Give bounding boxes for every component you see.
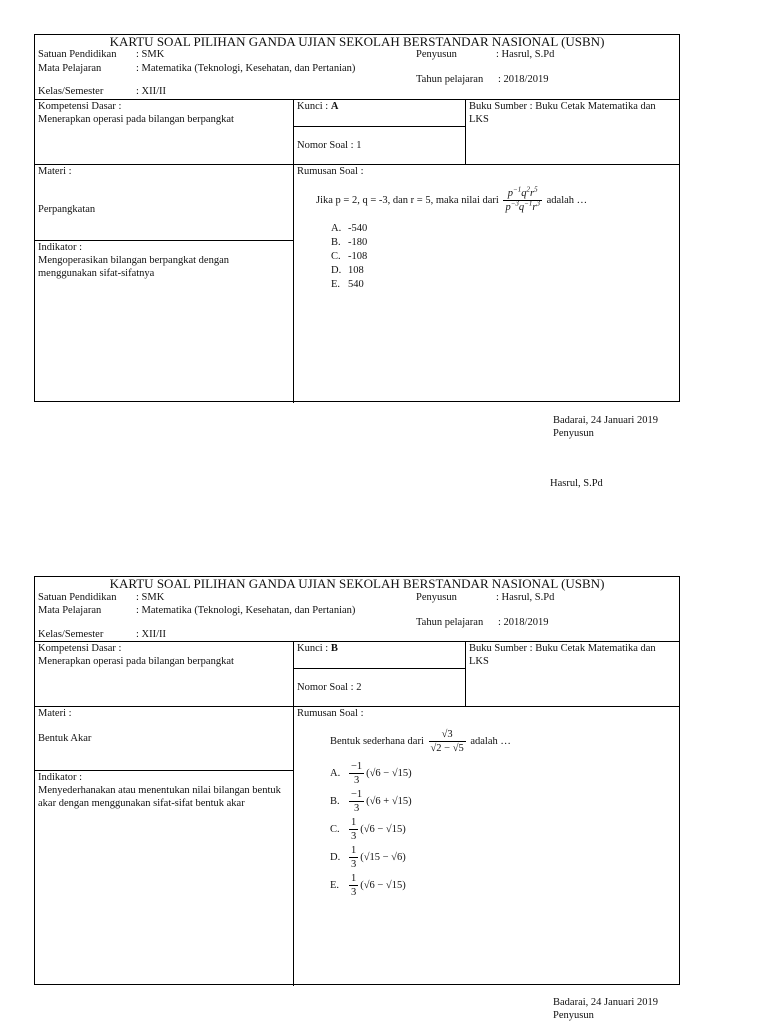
answer-option-e: E. 540 xyxy=(331,279,364,290)
question-text: Jika p = 2, q = -3, dan r = 5, maka nilai dari $\frac{p^{-1}q^2r^5}{p^{-3}q^{-1}r^3}$ adalah … xyxy=(316,185,588,213)
value-satuan-pendidikan: : SMK xyxy=(136,49,165,60)
answer-option-c: C. $\frac{1}{3}$ (√6 − √15) xyxy=(330,817,406,842)
nomor-soal: Nomor Soal : 2 xyxy=(297,682,362,693)
buku-sumber: Buku Sumber : Buku Cetak Matematika dan LKS xyxy=(469,643,656,667)
question-fraction: $\frac{p^{-1}q^2r^5}{p^{-3}q^{-1}r^3}$ xyxy=(505,185,540,213)
value-penyusun: : Hasrul, S.Pd xyxy=(496,49,555,60)
value-tahun-pelajaran: : 2018/2019 xyxy=(498,617,549,628)
kunci-value: B xyxy=(330,643,338,654)
card-info-grid xyxy=(35,642,679,707)
question-card-1 xyxy=(34,34,680,402)
value-satuan-pendidikan: : SMK xyxy=(136,592,165,603)
kunci-label: Kunci : xyxy=(297,643,331,654)
question-fraction: $\frac{√3}{√2 - √5}$ xyxy=(430,729,464,754)
card-header xyxy=(35,577,679,642)
indikator-label: Indikator : xyxy=(38,772,83,783)
answer-option-b: B. $\frac{-1}{3}$ (√6 + √15) xyxy=(330,789,412,814)
label-penyusun: Penyusun xyxy=(416,49,457,60)
kunci-cell xyxy=(294,642,465,655)
kompetensi-dasar-value: Menerapkan operasi pada bilangan berpangkat xyxy=(38,114,234,125)
kompetensi-dasar-cell xyxy=(35,642,293,668)
label-mata-pelajaran: Mata Pelajaran xyxy=(38,63,102,74)
value-mata-pelajaran: : Matematika (Teknologi, Kesehatan, dan Pertanian) xyxy=(136,605,356,616)
kunci-cell xyxy=(294,100,465,113)
label-tahun-pelajaran: Tahun pelajaran xyxy=(416,74,484,85)
question-text: Bentuk sederhana dari $\frac{√3}{√2 - √5}$ adalah … xyxy=(330,729,511,754)
answer-option-b: B. -180 xyxy=(331,237,368,248)
label-kelas-semester: Kelas/Semester xyxy=(38,629,104,640)
card-body xyxy=(35,707,679,986)
card-title: KARTU SOAL PILIHAN GANDA UJIAN SEKOLAH BERSTANDAR NASIONAL (USBN) xyxy=(109,576,605,591)
label-mata-pelajaran: Mata Pelajaran xyxy=(38,605,102,616)
value-penyusun: : Hasrul, S.Pd xyxy=(496,592,555,603)
signature-name: Hasrul, S.Pd xyxy=(550,478,603,489)
answer-option-a: A. -540 xyxy=(331,223,368,234)
answer-option-d: D. 108 xyxy=(331,265,364,276)
materi-label: Materi : xyxy=(38,166,72,177)
kompetensi-dasar-label: Kompetensi Dasar : xyxy=(38,101,122,112)
kunci-value: A xyxy=(330,101,339,112)
signature-place-date: Badarai, 24 Januari 2019 xyxy=(553,997,658,1008)
answer-option-e: E. $\frac{1}{3}$ (√6 − √15) xyxy=(330,873,406,898)
materi-label: Materi : xyxy=(38,708,72,719)
materi-value: Bentuk Akar xyxy=(38,733,92,744)
indikator-label: Indikator : xyxy=(38,242,83,253)
materi-value: Perpangkatan xyxy=(38,204,96,215)
nomor-soal: Nomor Soal : 1 xyxy=(297,140,362,151)
card-title: KARTU SOAL PILIHAN GANDA UJIAN SEKOLAH BERSTANDAR NASIONAL (USBN) xyxy=(109,34,605,49)
indikator-value: Menyederhanakan atau menentukan nilai bilangan bentuk akar dengan menggunakan sifat-sifat bentuk akar xyxy=(38,785,281,809)
indikator-cell xyxy=(35,771,293,810)
answer-option-d: D. $\frac{1}{3}$ (√15 − √6) xyxy=(330,845,406,870)
label-kelas-semester: Kelas/Semester xyxy=(38,86,104,97)
label-tahun-pelajaran: Tahun pelajaran xyxy=(416,617,484,628)
kompetensi-dasar-value: Menerapkan operasi pada bilangan berpangkat xyxy=(38,656,234,667)
kunci-label: Kunci : xyxy=(297,101,331,112)
rumusan-soal-label: Rumusan Soal : xyxy=(297,166,364,177)
question-card-2 xyxy=(34,576,680,985)
answer-option-c: C. -108 xyxy=(331,251,368,262)
value-mata-pelajaran: : Matematika (Teknologi, Kesehatan, dan Pertanian) xyxy=(136,63,356,74)
answer-option-a: A. $\frac{-1}{3}$ (√6 − √15) xyxy=(330,761,412,786)
kompetensi-dasar-label: Kompetensi Dasar : xyxy=(38,643,122,654)
card-info-grid xyxy=(35,100,679,165)
rumusan-soal-label: Rumusan Soal : xyxy=(297,708,364,719)
value-kelas-semester: : XII/II xyxy=(136,86,167,97)
indikator-cell xyxy=(35,241,265,280)
label-penyusun: Penyusun xyxy=(416,592,457,603)
kompetensi-dasar-cell xyxy=(35,100,293,126)
value-kelas-semester: : XII/II xyxy=(136,629,167,640)
label-satuan-pendidikan: Satuan Pendidikan xyxy=(38,49,117,60)
buku-sumber: Buku Sumber : Buku Cetak Matematika dan LKS xyxy=(469,101,656,125)
card-header xyxy=(35,35,679,100)
signature-role: Penyusun xyxy=(553,428,594,439)
card-body xyxy=(35,165,679,403)
signature-role: Penyusun xyxy=(553,1010,594,1021)
indikator-value: Mengoperasikan bilangan berpangkat dengan menggunakan sifat-sifatnya xyxy=(38,255,229,279)
value-tahun-pelajaran: : 2018/2019 xyxy=(498,74,549,85)
label-satuan-pendidikan: Satuan Pendidikan xyxy=(38,592,117,603)
signature-place-date: Badarai, 24 Januari 2019 xyxy=(553,415,658,426)
